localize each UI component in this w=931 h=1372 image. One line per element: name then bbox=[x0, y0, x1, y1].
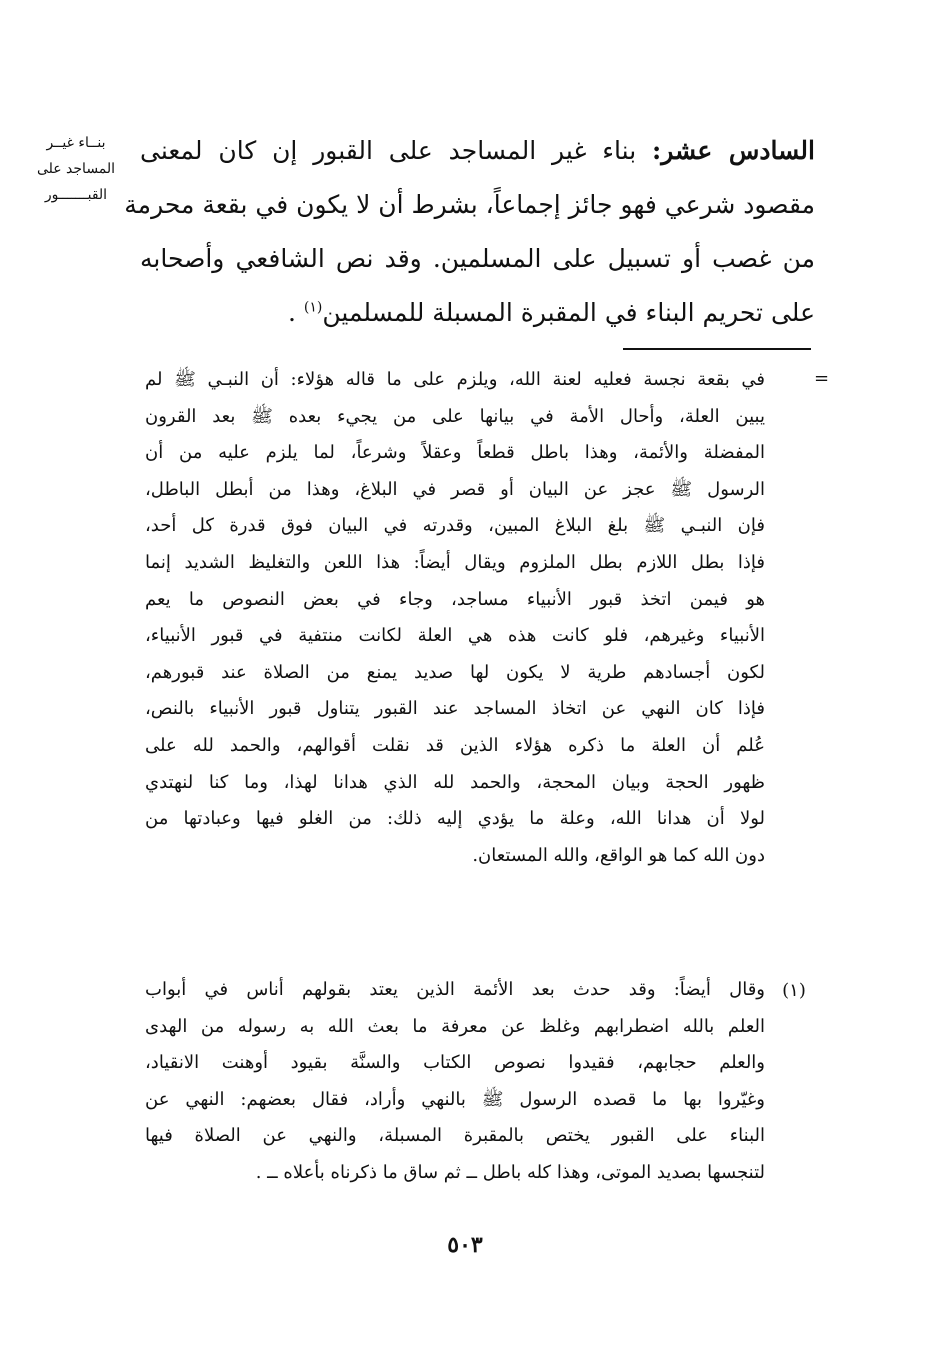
footnote-line: لولا أن هدانا الله، وعلة ما يؤدي إليه ذلك: من الغلو فيها وعبادتها من bbox=[145, 808, 765, 830]
footnote-line: فإذا كان النهي عن اتخاذ المساجد عند القبور يتناول قبور الأنبياء بالنص، bbox=[145, 698, 765, 720]
footnote-number: (١) bbox=[782, 980, 806, 1001]
footnote-line: في بقعة نجسة فعليه لعنة الله، ويلزم على ما قاله هؤلاء: أن النبـي ﷺ لم bbox=[145, 369, 765, 390]
footnote-line: فإن النبـي ﷺ بلغ البلاغ المبين، وقدرته في البيان فوق قدرة كل أحد، bbox=[145, 515, 765, 537]
footnote-line: الأنبياء وغيرهم، فلو كانت هذه هي العلة لكانت منتفية في قبور الأنبياء، bbox=[145, 625, 765, 647]
footnote-line: دون الله كما هو الواقع، والله المستعان. bbox=[472, 844, 765, 866]
end-punctuation: . bbox=[288, 298, 296, 327]
main-line-text: على تحريم البناء في المقبرة المسبلة للمسلمين bbox=[322, 298, 815, 327]
footnote-line: لكون أجسادهم طرية لا يكون لها صديد يمنع من الصلاة عند قبورهم، bbox=[145, 661, 765, 683]
footnote-continued bbox=[145, 362, 765, 874]
footnote-line: هو فيمن اتخذ قبور الأنبياء مساجد، وجاء في بعض النصوص ما يعم bbox=[145, 588, 765, 610]
footnote-line: وقال أيضاً: وقد حدث بعد الأئمة الذين يعتد بقولهم أناس في أبواب bbox=[145, 979, 765, 1000]
footnote-separator bbox=[623, 348, 811, 350]
footnote-line: يبين العلة، وأحال الأمة في بيانها على من يجيء بعده ﷺ بعد القرون bbox=[145, 405, 765, 427]
footnote-line: العلم بالله اضطرابهم وغلظ عن معرفة ما بعث الله به رسوله من الهدى bbox=[145, 1015, 765, 1037]
section-lead: السادس عشر: bbox=[652, 136, 815, 165]
main-line: مقصود شرعي فهو جائز إجماعاً، بشرط أن لا يكون في بقعة محرمة bbox=[124, 190, 815, 219]
footnote-line: لتنجسها بصديد الموتى، وهذا كله باطل ــ ثم ساق ما ذكرناه بأعلاه ــ . bbox=[255, 1161, 765, 1183]
footnote-line: والعلم حجابهم، فقيدوا نصوص الكتاب والسنَّة بقيود أوهنت الانقياد، bbox=[145, 1052, 765, 1074]
main-line bbox=[140, 124, 815, 178]
footnote-line: الرسول ﷺ عجز عن البيان أو قصر في البلاغ، وهذا من أبطل الباطل، bbox=[145, 478, 765, 500]
footnote-line: المفضلة والأئمة، وهذا باطل قطعاً وعقلاً وشرعاً، لما يلزم عليه من أن bbox=[145, 442, 765, 464]
page-number: ٥٠٣ bbox=[447, 1232, 483, 1258]
footnote-reference: (١) bbox=[303, 299, 323, 316]
footnote-line: البناء على القبور يختص بالمقبرة المسبلة، والنهي عن الصلاة فيها bbox=[145, 1125, 765, 1147]
footnote-line: وغيّروا بها ما قصده الرسول ﷺ بالنهي وأراد، فقال بعضهم: النهي عن bbox=[145, 1088, 765, 1110]
main-line: من غصب أو تسبيل على المسلمين. وقد نص الشافعي وأصحابه bbox=[140, 244, 815, 273]
footnote-1 bbox=[145, 972, 765, 1192]
margin-note-line: بنــاء غيــر bbox=[46, 135, 106, 151]
margin-note bbox=[20, 130, 132, 208]
main-line-text: بناء غير المساجد على القبور إن كان لمعنى bbox=[140, 136, 637, 165]
main-line bbox=[140, 286, 815, 340]
footnote-continuation-mark: = bbox=[814, 368, 830, 389]
footnote-line: فإذا بطل اللازم بطل الملزوم ويقال أيضاً: هذا اللعن والتغليظ الشديد إنما bbox=[145, 551, 765, 573]
footnote-line: ظهور الحجة وبيان المحجة، والحمد لله الذي هدانا لهذا، وما كنا لنهتدي bbox=[145, 771, 765, 793]
margin-note-line: المساجد على bbox=[36, 161, 116, 177]
margin-note-line: القبـــــــور bbox=[44, 187, 108, 203]
main-paragraph bbox=[124, 124, 815, 340]
footnote-line: عُلم أن العلة ما ذكره هؤلاء الذين قد نقلت أقوالهم، والحمد لله على bbox=[145, 734, 765, 756]
